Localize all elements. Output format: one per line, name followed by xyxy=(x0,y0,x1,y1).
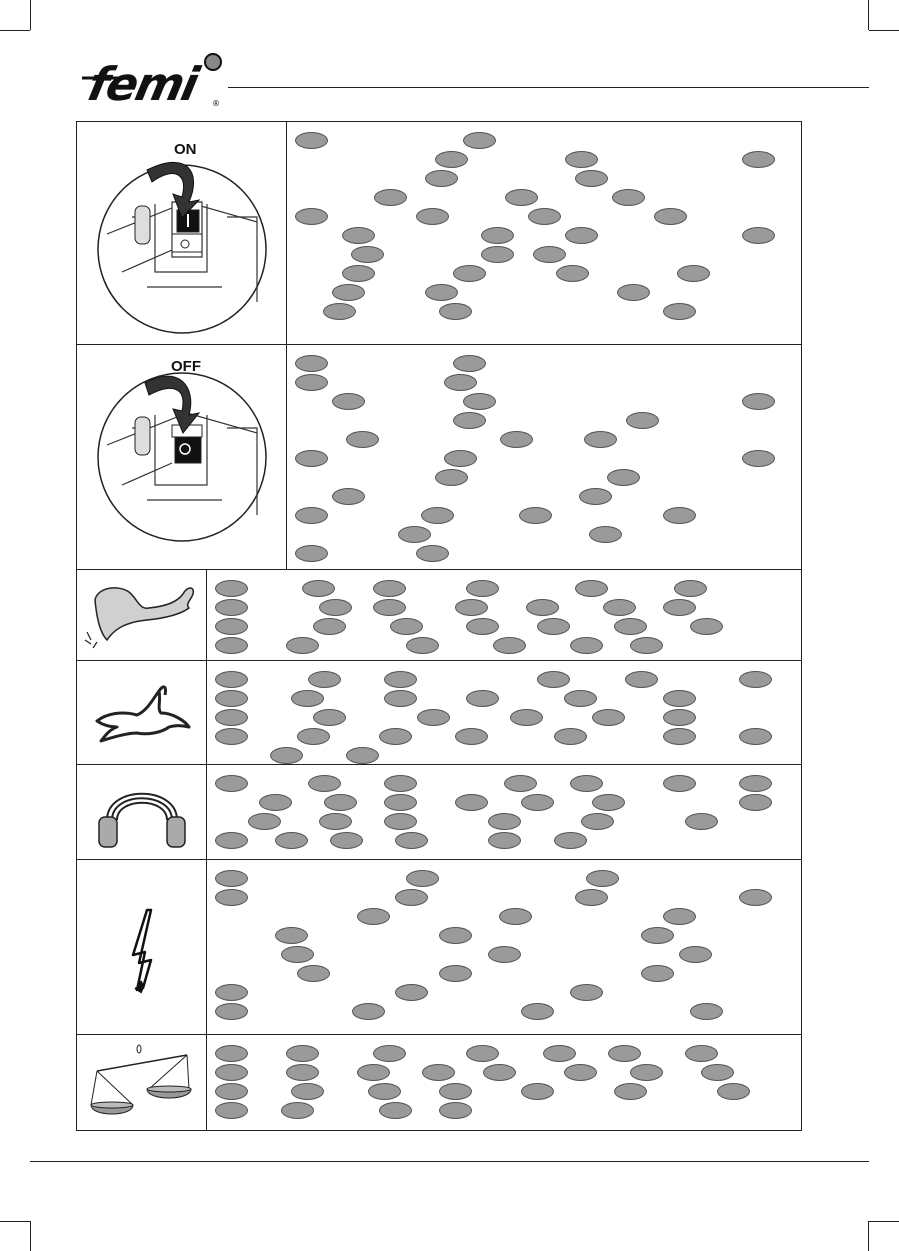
text-placeholder-pill xyxy=(505,189,538,206)
text-placeholder-pill xyxy=(466,580,499,597)
text-placeholder-pill xyxy=(215,775,248,792)
text-placeholder-pill xyxy=(521,1083,554,1100)
text-placeholder-pill xyxy=(319,813,352,830)
text-placeholder-pill xyxy=(384,690,417,707)
text-placeholder-pill xyxy=(565,151,598,168)
balance-scales-icon xyxy=(77,1035,207,1129)
text-placeholder-pill xyxy=(215,1083,248,1100)
text-placeholder-pill xyxy=(342,265,375,282)
text-placeholder-pill xyxy=(395,832,428,849)
text-placeholder-pill xyxy=(581,813,614,830)
text-placeholder-pill xyxy=(663,728,696,745)
switch-on-icon xyxy=(77,122,287,344)
text-placeholder-pill xyxy=(295,132,328,149)
svg-text:femi: femi xyxy=(83,57,202,111)
crop-mark-bottom-right-v xyxy=(868,1221,869,1251)
text-placeholder-pill xyxy=(215,1102,248,1119)
text-placeholder-pill xyxy=(519,507,552,524)
text-placeholder-pill xyxy=(742,227,775,244)
text-placeholder-pill xyxy=(521,794,554,811)
text-placeholder-pill xyxy=(463,132,496,149)
text-placeholder-pill xyxy=(537,618,570,635)
text-placeholder-pill xyxy=(215,1003,248,1020)
row-electric-hazard xyxy=(77,860,801,1035)
icon-cell xyxy=(77,765,207,859)
icon-cell xyxy=(77,1035,207,1130)
text-placeholder-pill xyxy=(663,690,696,707)
text-placeholder-pill xyxy=(295,507,328,524)
text-placeholder-pill xyxy=(435,151,468,168)
text-placeholder-pill xyxy=(500,431,533,448)
row-balance xyxy=(77,1035,801,1130)
text-placeholder-pill xyxy=(488,946,521,963)
text-placeholder-pill xyxy=(215,709,248,726)
text-placeholder-pill xyxy=(663,599,696,616)
row-switch-on xyxy=(77,122,801,345)
text-placeholder-pill xyxy=(742,450,775,467)
text-placeholder-pill xyxy=(286,1064,319,1081)
text-placeholder-pill xyxy=(663,303,696,320)
text-placeholder-pill xyxy=(444,450,477,467)
text-placeholder-pill xyxy=(379,728,412,745)
text-placeholder-pill xyxy=(291,690,324,707)
text-placeholder-pill xyxy=(614,1083,647,1100)
text-placeholder-pill xyxy=(342,227,375,244)
text-placeholder-pill xyxy=(589,526,622,543)
text-placeholder-pill xyxy=(674,580,707,597)
text-placeholder-pill xyxy=(291,1083,324,1100)
crop-mark-top-right-h xyxy=(869,30,899,31)
text-placeholder-pill xyxy=(521,1003,554,1020)
text-cell xyxy=(207,765,801,859)
text-placeholder-pill xyxy=(425,284,458,301)
text-placeholder-pill xyxy=(739,794,772,811)
text-placeholder-pill xyxy=(463,393,496,410)
text-placeholder-pill xyxy=(373,580,406,597)
text-placeholder-pill xyxy=(286,637,319,654)
text-placeholder-pill xyxy=(215,618,248,635)
electric-hazard-icon xyxy=(77,860,207,1034)
text-cell xyxy=(207,860,801,1034)
row-speed xyxy=(77,661,801,765)
text-placeholder-pill xyxy=(614,618,647,635)
icon-cell xyxy=(77,860,207,1034)
text-placeholder-pill xyxy=(295,374,328,391)
text-placeholder-pill xyxy=(319,599,352,616)
text-placeholder-pill xyxy=(374,189,407,206)
text-placeholder-pill xyxy=(481,246,514,263)
text-placeholder-pill xyxy=(690,1003,723,1020)
text-placeholder-pill xyxy=(663,507,696,524)
text-placeholder-pill xyxy=(579,488,612,505)
text-placeholder-pill xyxy=(346,431,379,448)
text-placeholder-pill xyxy=(368,1083,401,1100)
text-placeholder-pill xyxy=(215,984,248,1001)
text-placeholder-pill xyxy=(701,1064,734,1081)
text-placeholder-pill xyxy=(543,1045,576,1062)
crop-mark-bottom-left-h xyxy=(0,1221,30,1222)
text-placeholder-pill xyxy=(439,965,472,982)
text-placeholder-pill xyxy=(425,170,458,187)
text-placeholder-pill xyxy=(663,775,696,792)
text-placeholder-pill xyxy=(575,170,608,187)
text-placeholder-pill xyxy=(488,832,521,849)
text-placeholder-pill xyxy=(248,813,281,830)
text-placeholder-pill xyxy=(281,1102,314,1119)
text-cell xyxy=(287,345,801,569)
crop-mark-top-left-h xyxy=(0,30,30,31)
text-placeholder-pill xyxy=(384,671,417,688)
text-placeholder-pill xyxy=(455,599,488,616)
icon-cell xyxy=(77,570,207,660)
text-placeholder-pill xyxy=(663,908,696,925)
text-placeholder-pill xyxy=(421,507,454,524)
icon-cell xyxy=(77,122,287,344)
text-placeholder-pill xyxy=(332,393,365,410)
switch-off-icon xyxy=(77,345,287,569)
text-placeholder-pill xyxy=(295,545,328,562)
text-placeholder-pill xyxy=(556,265,589,282)
text-placeholder-pill xyxy=(504,775,537,792)
crop-mark-bottom-left-v xyxy=(30,1221,31,1251)
speed-hare-icon xyxy=(77,661,207,764)
text-placeholder-pill xyxy=(346,747,379,764)
text-placeholder-pill xyxy=(537,671,570,688)
text-placeholder-pill xyxy=(357,908,390,925)
text-placeholder-pill xyxy=(297,965,330,982)
text-placeholder-pill xyxy=(215,832,248,849)
text-placeholder-pill xyxy=(439,1102,472,1119)
text-placeholder-pill xyxy=(526,599,559,616)
text-placeholder-pill xyxy=(630,637,663,654)
text-placeholder-pill xyxy=(554,832,587,849)
text-cell xyxy=(207,570,801,660)
text-placeholder-pill xyxy=(215,637,248,654)
text-placeholder-pill xyxy=(717,1083,750,1100)
text-placeholder-pill xyxy=(742,393,775,410)
text-placeholder-pill xyxy=(297,728,330,745)
text-placeholder-pill xyxy=(373,1045,406,1062)
text-placeholder-pill xyxy=(439,927,472,944)
text-placeholder-pill xyxy=(313,618,346,635)
text-placeholder-pill xyxy=(373,599,406,616)
text-placeholder-pill xyxy=(533,246,566,263)
ear-protection-icon xyxy=(77,765,207,859)
text-placeholder-pill xyxy=(324,794,357,811)
text-placeholder-pill xyxy=(617,284,650,301)
text-placeholder-pill xyxy=(575,580,608,597)
text-placeholder-pill xyxy=(483,1064,516,1081)
text-placeholder-pill xyxy=(528,208,561,225)
icon-cell xyxy=(77,345,287,569)
text-placeholder-pill xyxy=(302,580,335,597)
text-placeholder-pill xyxy=(626,412,659,429)
text-cell xyxy=(207,1035,801,1130)
text-placeholder-pill xyxy=(390,618,423,635)
femi-logo xyxy=(78,52,228,112)
text-placeholder-pill xyxy=(607,469,640,486)
text-placeholder-pill xyxy=(679,946,712,963)
text-placeholder-pill xyxy=(379,1102,412,1119)
text-placeholder-pill xyxy=(592,794,625,811)
text-placeholder-pill xyxy=(384,813,417,830)
text-placeholder-pill xyxy=(259,794,292,811)
icon-cell xyxy=(77,661,207,764)
text-placeholder-pill xyxy=(453,412,486,429)
text-placeholder-pill xyxy=(422,1064,455,1081)
text-placeholder-pill xyxy=(332,284,365,301)
text-placeholder-pill xyxy=(435,469,468,486)
crop-mark-top-left-v xyxy=(30,0,31,30)
text-placeholder-pill xyxy=(398,526,431,543)
text-placeholder-pill xyxy=(455,794,488,811)
text-placeholder-pill xyxy=(417,709,450,726)
text-placeholder-pill xyxy=(630,1064,663,1081)
text-placeholder-pill xyxy=(275,927,308,944)
text-placeholder-pill xyxy=(570,637,603,654)
text-placeholder-pill xyxy=(625,671,658,688)
text-cell xyxy=(207,661,801,764)
row-strength xyxy=(77,570,801,661)
text-placeholder-pill xyxy=(295,355,328,372)
text-placeholder-pill xyxy=(592,709,625,726)
text-placeholder-pill xyxy=(685,1045,718,1062)
text-placeholder-pill xyxy=(603,599,636,616)
text-placeholder-pill xyxy=(677,265,710,282)
text-placeholder-pill xyxy=(416,208,449,225)
svg-text:®: ® xyxy=(212,99,220,108)
crop-mark-top-right-v xyxy=(868,0,869,30)
text-placeholder-pill xyxy=(570,984,603,1001)
text-placeholder-pill xyxy=(453,355,486,372)
text-placeholder-pill xyxy=(286,1045,319,1062)
text-placeholder-pill xyxy=(586,870,619,887)
safety-table xyxy=(76,121,802,1131)
text-placeholder-pill xyxy=(215,671,248,688)
text-placeholder-pill xyxy=(612,189,645,206)
text-placeholder-pill xyxy=(215,889,248,906)
text-placeholder-pill xyxy=(570,775,603,792)
text-placeholder-pill xyxy=(270,747,303,764)
text-placeholder-pill xyxy=(395,984,428,1001)
crop-mark-bottom-right-h xyxy=(869,1221,899,1222)
text-placeholder-pill xyxy=(453,265,486,282)
text-placeholder-pill xyxy=(384,775,417,792)
text-placeholder-pill xyxy=(395,889,428,906)
text-placeholder-pill xyxy=(215,728,248,745)
text-placeholder-pill xyxy=(488,813,521,830)
text-placeholder-pill xyxy=(685,813,718,830)
text-placeholder-pill xyxy=(323,303,356,320)
text-placeholder-pill xyxy=(739,671,772,688)
text-placeholder-pill xyxy=(406,870,439,887)
text-placeholder-pill xyxy=(565,227,598,244)
text-placeholder-pill xyxy=(493,637,526,654)
text-placeholder-pill xyxy=(584,431,617,448)
text-placeholder-pill xyxy=(466,690,499,707)
text-placeholder-pill xyxy=(690,618,723,635)
text-placeholder-pill xyxy=(564,690,597,707)
text-placeholder-pill xyxy=(481,227,514,244)
text-placeholder-pill xyxy=(416,545,449,562)
text-placeholder-pill xyxy=(641,965,674,982)
text-placeholder-pill xyxy=(439,1083,472,1100)
text-placeholder-pill xyxy=(308,775,341,792)
text-placeholder-pill xyxy=(575,889,608,906)
text-placeholder-pill xyxy=(215,870,248,887)
text-placeholder-pill xyxy=(641,927,674,944)
text-placeholder-pill xyxy=(444,374,477,391)
row-switch-off xyxy=(77,345,801,570)
text-placeholder-pill xyxy=(739,889,772,906)
text-placeholder-pill xyxy=(352,1003,385,1020)
text-placeholder-pill xyxy=(215,690,248,707)
text-placeholder-pill xyxy=(281,946,314,963)
text-placeholder-pill xyxy=(308,671,341,688)
text-placeholder-pill xyxy=(608,1045,641,1062)
text-placeholder-pill xyxy=(351,246,384,263)
text-placeholder-pill xyxy=(554,728,587,745)
off-label: OFF xyxy=(171,358,201,375)
text-placeholder-pill xyxy=(654,208,687,225)
text-placeholder-pill xyxy=(275,832,308,849)
text-placeholder-pill xyxy=(406,637,439,654)
on-label: ON xyxy=(174,141,197,158)
row-ear-protection xyxy=(77,765,801,860)
text-placeholder-pill xyxy=(564,1064,597,1081)
text-placeholder-pill xyxy=(384,794,417,811)
text-placeholder-pill xyxy=(739,728,772,745)
strength-arm-icon xyxy=(77,570,207,660)
text-placeholder-pill xyxy=(499,908,532,925)
text-placeholder-pill xyxy=(332,488,365,505)
text-placeholder-pill xyxy=(466,1045,499,1062)
text-placeholder-pill xyxy=(466,618,499,635)
text-placeholder-pill xyxy=(295,208,328,225)
text-placeholder-pill xyxy=(215,1045,248,1062)
text-placeholder-pill xyxy=(357,1064,390,1081)
text-placeholder-pill xyxy=(215,599,248,616)
text-placeholder-pill xyxy=(215,580,248,597)
text-placeholder-pill xyxy=(295,450,328,467)
text-cell xyxy=(287,122,801,344)
text-placeholder-pill xyxy=(663,709,696,726)
text-placeholder-pill xyxy=(215,1064,248,1081)
text-placeholder-pill xyxy=(439,303,472,320)
text-placeholder-pill xyxy=(742,151,775,168)
text-placeholder-pill xyxy=(313,709,346,726)
text-placeholder-pill xyxy=(510,709,543,726)
text-placeholder-pill xyxy=(739,775,772,792)
text-placeholder-pill xyxy=(455,728,488,745)
text-placeholder-pill xyxy=(330,832,363,849)
footer-rule xyxy=(30,1161,869,1162)
header-rule xyxy=(228,87,869,88)
